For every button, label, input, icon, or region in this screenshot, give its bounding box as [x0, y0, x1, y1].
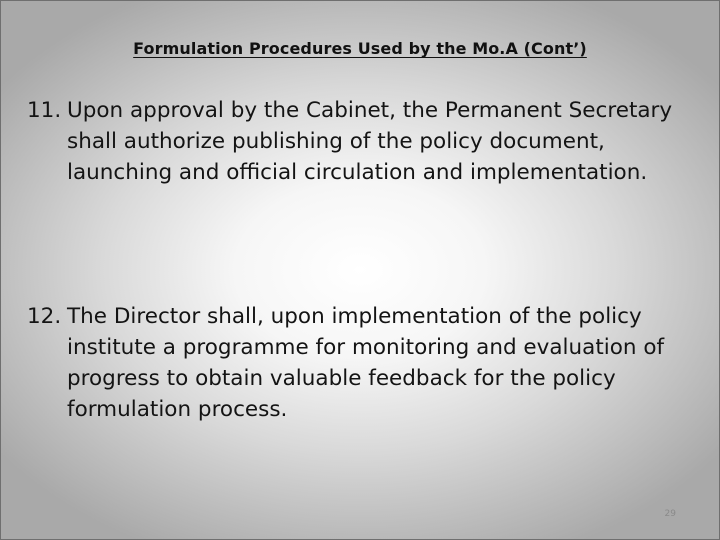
list-item — [27, 95, 709, 188]
list-item-number: 11. — [27, 98, 62, 123]
page-number: 29 — [664, 509, 676, 519]
list-item-number: 12. — [27, 304, 62, 329]
list-item — [27, 301, 709, 425]
list-item-text: Upon approval by the Cabinet, the Permanent Secretary shall authorize publishing of the policy document, launching and official circulation and implementation. — [67, 98, 673, 185]
slide-title: Formulation Procedures Used by the Mo.A (Cont’) — [133, 39, 587, 58]
list-item-body — [27, 301, 709, 425]
list-item-text: The Director shall, upon implementation of the policy institute a programme for monitoring and evaluation of progress to obtain valuable feedback for the policy formulation process. — [67, 304, 665, 422]
list-item-body — [27, 95, 709, 188]
